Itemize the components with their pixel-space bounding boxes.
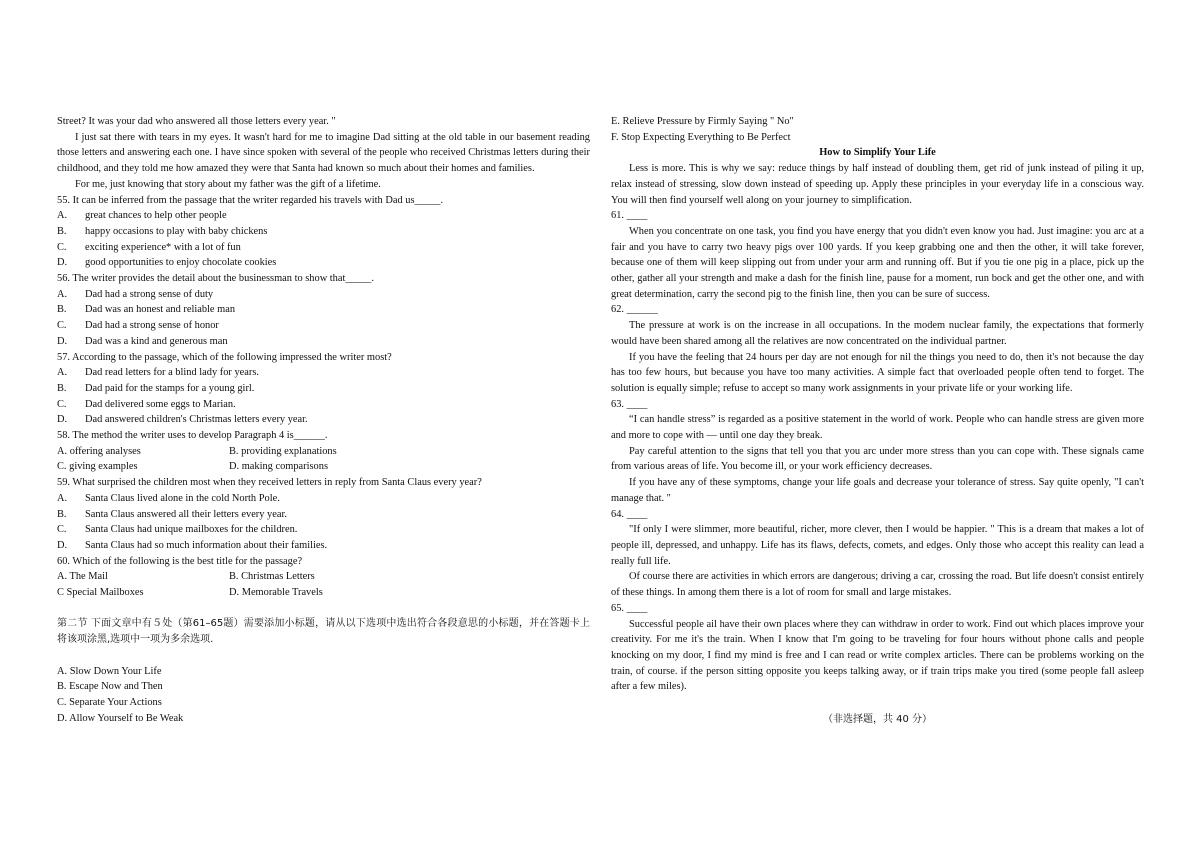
left-column: [57, 114, 590, 726]
option-56a: A. Dad had a strong sense of duty: [57, 288, 214, 300]
blank-65: 65. ____: [611, 602, 648, 614]
section-footer: （非选择题，共 40 分）: [822, 714, 933, 725]
paragraph-64b: Of course there are activities in which errors are dangerous; driving a car, crossing the road. But life doesn't consist entirely of these things. In among them there is a lot of room for small and large mistakes.: [611, 571, 1144, 599]
option-59a: A. Santa Claus lived alone in the cold North Pole.: [57, 492, 280, 504]
intro-line: Street? It was your dad who answered all those letters every year. ": [57, 116, 336, 127]
paragraph-63a: “I can handle stress” is regarded as a positive statement in the world of work. People who can handle stress are given more and more to cope with — until one day they break.: [611, 414, 1144, 442]
paragraph-62b: If you have the feeling that 24 hours per day are not enough for nil the things you need to do, then it's not because the day has too few hours, but because you have too many activities. A simple fact that overloaded people often tend to forget. The solution is equally simple; refuse to accept so many work assignments in your private life or your working life.: [611, 351, 1144, 394]
option-56b: B. Dad was an honest and reliable man: [57, 304, 236, 316]
heading-choice-e: E. Relieve Pressure by Firmly Saying " No": [611, 116, 794, 127]
paragraph-65: Successful people ail have their own places where they can withdraw in order to work. Find out which places improve your creativity. For me it's the train. When I know that I'm going to be traveling for four hours without phone calls and people knocking on my door, I find my mind is free and I can read or write complex articles. There can be problems working on the train, of course. if the person sitting opposite you keeps talking away, or if train trips make you tired (some people fall asleep after a few miles).: [611, 618, 1144, 693]
story-paragraph: For me, just knowing that story about my father was the gift of a lifetime.: [75, 178, 381, 190]
paragraph-62a: The pressure at work is on the increase in all occupations. In the modem nuclear family, the expectations that formerly would have been shared among all the relatives are now concentrated on the individual partner.: [611, 320, 1144, 347]
option-55c: C. exciting experience* with a lot of fun: [57, 241, 241, 253]
question-55: 55. It can be inferred from the passage that the writer regarded his travels with Dad us_____.: [57, 194, 444, 206]
paragraph-64a: "If only I were slimmer, more beautiful, richer, more clever, then I would be happier. " This is a dream that makes a lot of people ill, depressed, and unhappy. Life has its flaws, defects, comets, and edges. Only those who accept this reality can lead a really full life.: [611, 524, 1144, 567]
option-59c: C. Santa Claus had unique mailboxes for the children.: [57, 524, 298, 536]
question-58: 58. The method the writer uses to develop Paragraph 4 is______.: [57, 430, 328, 442]
article-intro: Less is more. This is why we say: reduce things by half instead of doubling them, get rid of junk instead of piling it up, relax instead of stressing, slow down instead of speeding up. Apply these principles in your everyday life in a conscious way. You will then find yourself well along on your journey to simplification.: [611, 163, 1144, 206]
paragraph-61: When you concentrate on one task, you find you have energy that you didn't even know you had. Just imagine: you arc at a fair and you have to carry two heavy pigs over 100 yards. If you keep grabbing one and then the other, it will take forever, because one of them will keep slipping out from under your arm and running off. But if you tie one pig in a place, pick up the other, gather all your strength and make a dash for the finish line, pause for a moment, run bock and get the other one, and with great determination, carry the second pig to the finish line, then you can be sure of success.: [611, 225, 1144, 300]
option-57a: A. Dad read letters for a blind lady for years.: [57, 367, 259, 379]
heading-choice-a: A. Slow Down Your Life: [57, 665, 162, 677]
blank-62: 62. ______: [611, 304, 658, 316]
options-58-row1: A. offering analyses B. providing explanations: [57, 445, 337, 457]
option-55d: D. good opportunities to enjoy chocolate cookies: [57, 257, 277, 269]
option-57c: C. Dad delivered some eggs to Marian.: [57, 398, 236, 410]
article-title: How to Simplify Your Life: [819, 147, 936, 159]
options-60-row2: C Special Mailboxes D. Memorable Travels: [57, 587, 323, 599]
options-60-row1: A. The Mail B. Christmas Letters: [57, 571, 315, 583]
heading-choice-b: B. Escape Now and Then: [57, 681, 163, 693]
question-60: 60. Which of the following is the best title for the passage?: [57, 555, 303, 567]
paragraph-63c: If you have any of these symptoms, change your life goals and decrease your tolerance of stress. Say quite openly, "I can't manage that. ": [611, 477, 1144, 504]
heading-choice-d: D. Allow Yourself to Be Weak: [57, 712, 184, 724]
section-instructions: 第二节 下面文章中有５处（第61–65题）需要添加小标题，请从以下选项中选出符合各段意思的小标题，并在答题卡上将该项涂黑,选项中一项为多余选项.: [57, 618, 590, 646]
blank-64: 64. ____: [611, 508, 648, 520]
option-56d: D. Dad was a kind and generous man: [57, 335, 228, 347]
heading-choice-f: F. Stop Expecting Everything to Be Perfect: [611, 131, 791, 143]
paragraph-63b: Pay careful attention to the signs that tell you that you arc under more stress than you can cope with. These signals came from various areas of life. You become ill, or your work efficiency decreases.: [611, 445, 1144, 473]
option-56c: C. Dad had a strong sense of honor: [57, 320, 219, 332]
option-59d: D. Santa Claus had so much information about their families.: [57, 539, 328, 551]
blank-61: 61. ____: [611, 210, 648, 222]
question-57: 57. According to the passage, which of the following impressed the writer most?: [57, 351, 392, 363]
heading-choice-c: C. Separate Your Actions: [57, 696, 162, 708]
options-58-row2: C. giving examples D. making comparisons: [57, 461, 328, 473]
blank-63: 63. ____: [611, 398, 648, 410]
option-57b: B. Dad paid for the stamps for a young girl.: [57, 382, 255, 394]
option-57d: D. Dad answered children's Christmas letters every year.: [57, 414, 308, 426]
option-55b: B. happy occasions to play with baby chickens: [57, 225, 268, 237]
option-55a: A. great chances to help other people: [57, 210, 227, 222]
right-column: [611, 114, 1144, 695]
story-paragraph: I just sat there with tears in my eyes. It wasn't hard for me to imagine Dad sitting at the old table in our basement reading those letters and answering each one. I have since spoken with several of the people who received Christmas letters during their childhood, and they told me how amazed they were that Santa had known so much about their homes and families.: [57, 131, 590, 175]
question-59: 59. What surprised the children most when they received letters in reply from Santa Claus every year?: [57, 477, 482, 489]
question-56: 56. The writer provides the detail about the businessman to show that_____.: [57, 273, 374, 285]
option-59b: B. Santa Claus answered all their letters every year.: [57, 508, 287, 520]
